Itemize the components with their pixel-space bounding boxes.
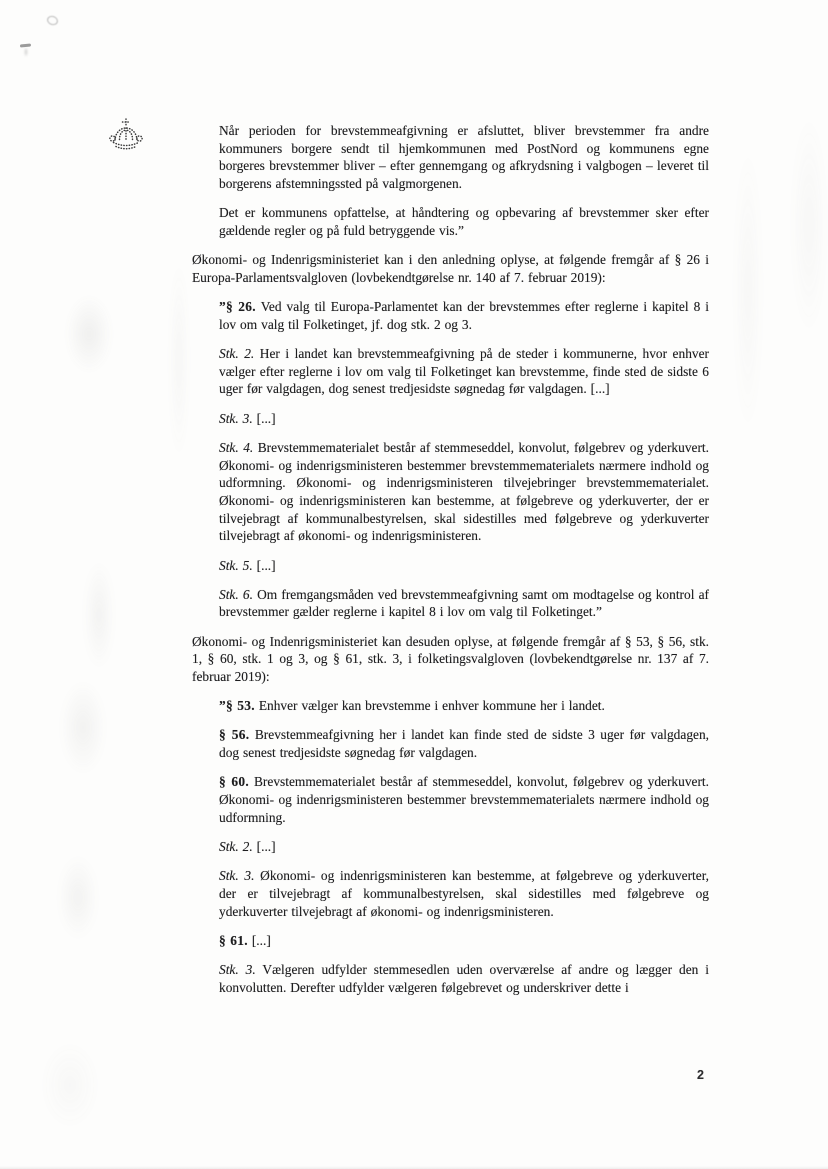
paragraph-text: Det er kommunens opfattelse, at håndtering og opbevaring af brevstemmer sker efter gældende regler og på fuld betryggende vis.” [219, 205, 709, 239]
paragraph [219, 204, 709, 239]
scan-dash-tail [24, 47, 28, 57]
clause-label: Stk. 5. [219, 557, 253, 573]
paragraph-text: Vælgeren udfylder stemmesedlen uden overværelse af andre og lægger den i konvolutten. Derefter udfylder vælgeren følgebrevet og underskriver dette i [219, 962, 710, 995]
scan-speck-mark [46, 14, 59, 26]
scan-smudge [733, 140, 763, 440]
paragraph-text: Brevstemmeafgivning her i landet kan finde sted de sidste 3 uger før valgdagen, dog senest tredjesidste søgnedag før valgdagen. [219, 727, 709, 761]
paragraph [219, 345, 709, 398]
paragraph [219, 932, 709, 950]
scan-smudge [40, 1040, 100, 1130]
clause-label: Stk. 3. [219, 962, 256, 978]
paragraph-text: [...] [252, 839, 276, 854]
paragraph-text: Om fremgangsmåden ved brevstemmeafgivning samt om modtagelse og kontrol af brevstemmer gælder reglerne i kapitel 8 i lov om valg til Folketinget.” [219, 586, 709, 620]
scan-smudge [58, 855, 98, 940]
clause-label: § 61. [219, 932, 248, 948]
paragraph [219, 410, 709, 428]
paragraph-text: [...] [252, 557, 276, 573]
paragraph-text: [...] [247, 932, 271, 948]
paragraph-text: Her i landet kan brevstemmeafgivning på de steder i kommunerne, hvor enhver vælger efter reglerne i lov om valg til Folketinget kan brevstemme, finde sted de sidste 6 uger før valgdagen, dog senest tredjesidste søgnedag før valgdagen. [...] [219, 346, 709, 397]
clause-label: § 60. [219, 774, 249, 790]
paragraph-text: Økonomi- og indenrigsministeren kan bestemme, at følgebreve og yderkuverter, der er tilvejebragt af kommunalbestyrelsen, skal sidestilles med følgebreve og yderkuverter tilvejebragt af økonomi- og indenrigsministeren. [219, 868, 709, 919]
paragraph-text: Brevstemmematerialet består af stemmeseddel, konvolut, følgebrev og yderkuvert. Økonomi- og indenrigsministeren bestemmer brevstemmematerialets nærmere indhold og udformning. [219, 774, 709, 825]
royal-crown-icon [107, 117, 145, 153]
paragraph [219, 586, 709, 621]
clause-label: Stk. 2. [219, 346, 255, 362]
letter-body [192, 122, 709, 1008]
paragraph [219, 122, 709, 193]
scan-smudge [66, 295, 112, 373]
clause-label: ”§ 26. [219, 299, 256, 315]
paragraph-text: [...] [252, 410, 276, 426]
paragraph [192, 251, 709, 286]
page-number: 2 [697, 1068, 704, 1082]
paragraph [219, 557, 709, 575]
paragraph-text: Ved valg til Europa-Parlamentet kan der brevstemmes efter reglerne i kapitel 8 i lov om valg til Folketinget, jf. dog stk. 2 og 3. [219, 299, 709, 332]
paragraph [219, 867, 709, 920]
paragraph [219, 726, 709, 761]
paragraph [219, 439, 709, 545]
clause-label: Stk. 2. [219, 839, 253, 854]
clause-label: Stk. 3. [219, 868, 255, 884]
paragraph [219, 773, 709, 826]
clause-label: Stk. 6. [219, 586, 253, 602]
clause-label: ”§ 53. [219, 698, 255, 714]
scan-smudge [84, 560, 114, 670]
paragraph-text: Når perioden for brevstemmeafgivning er afsluttet, bliver brevstemmer fra andre kommuners borgere sendt til hjemkommunen med PostNord og kommunens egne borgeres brevstemmer bliver – efter gennemgang og afkrydsning i valgbogen – leveret til borgerens afstemningssted på valgmorgenen. [219, 123, 709, 192]
paragraph [219, 838, 709, 856]
clause-label: § 56. [219, 727, 250, 743]
paragraph-text: Enhver vælger kan brevstemme i enhver kommune her i landet. [254, 698, 605, 714]
paragraph [219, 961, 709, 996]
paragraph [192, 633, 709, 686]
paragraph-text: Brevstemmematerialet består af stemmeseddel, konvolut, følgebrev og yderkuvert. Økonomi- og indenrigsministeren bestemmer brevstemmematerialets nærmere indhold og udformning. Økonomi- og indenrigsministeren tilvejebringer brevstemmematerialet. Økonomi- og indenrigsministeren kan bestemme, at følgebreve og yderkuverter, der er tilvejebragt af kommunalbestyrelsen, skal sidestilles med følgebreve og yderkuverter tilvejebragt af økonomi- og indenrigsministeren. [219, 439, 709, 544]
clause-label: Stk. 3. [219, 410, 253, 426]
scan-smudge [60, 680, 106, 775]
paragraph [219, 697, 709, 715]
scan-smudge [790, 110, 828, 340]
paragraph [219, 298, 709, 333]
scan-smudge [170, 255, 188, 465]
paragraph-text: Økonomi- og Indenrigsministeriet kan i den anledning oplyse, at følgende fremgår af § 26 i Europa-Parlamentsvalgloven (lovbekendtgørelse nr. 140 af 7. februar 2019): [192, 252, 709, 285]
paragraph-text: Økonomi- og Indenrigsministeriet kan desuden oplyse, at følgende fremgår af § 53, § 56, stk. 1, § 60, stk. 1 og 3, og § 61, stk. 3, i folketingsvalgloven (lovbekendtgørelse nr. 137 af 7. februar 2019): [192, 633, 709, 685]
clause-label: Stk. 4. [219, 439, 254, 455]
